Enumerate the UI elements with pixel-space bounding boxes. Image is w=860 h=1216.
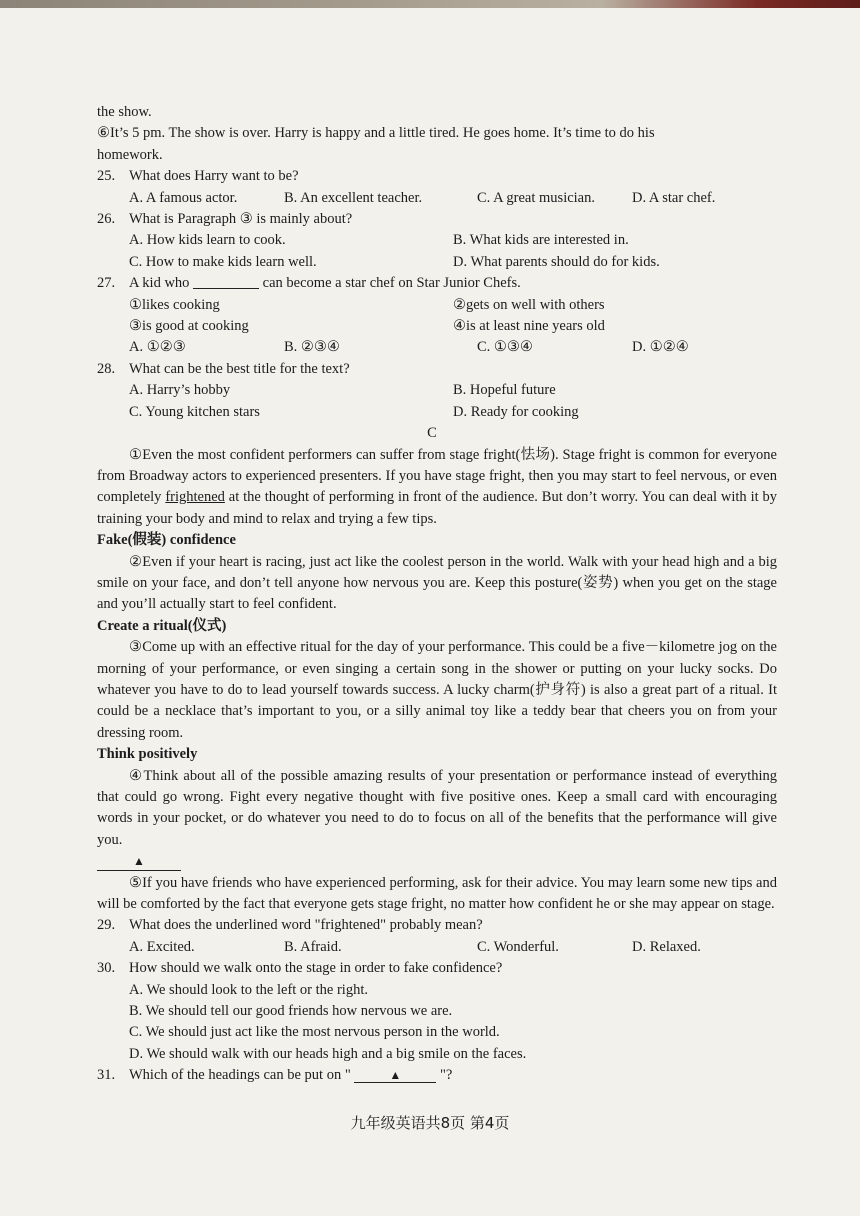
question-27 <box>97 273 777 294</box>
option-c[interactable]: C. Wonderful. <box>477 938 559 955</box>
question-stem-start: Which of the headings can be put on " <box>129 1067 351 1084</box>
question-30-option-c-row <box>97 1022 777 1043</box>
option-b[interactable]: B. ②③④ <box>284 339 340 356</box>
heading-think-positively: Think positively <box>97 746 198 763</box>
passage-c-paragraph-4: ④Think about all of the possible amazing results of your presentation or performance instead of everything that could go wrong. Fight every negative thought with five positive ones. Keep a small card with encouraging words in your pocket, or do whatever you need to do to focus on all of the benefits that the performance will give you. <box>97 767 777 848</box>
option-a[interactable]: A. A famous actor. <box>129 189 238 206</box>
question-26-options-row-1 <box>97 230 777 251</box>
question-29-options <box>97 937 777 958</box>
question-28-options-row-2 <box>97 402 777 423</box>
question-stem: What does the underlined word "frightened" probably mean? <box>129 917 483 934</box>
question-30-option-b-row <box>97 1001 777 1022</box>
question-30 <box>97 958 777 979</box>
passage-c-paragraph-1 <box>97 445 777 531</box>
question-26 <box>97 209 777 230</box>
question-number: 25. <box>97 168 116 185</box>
question-number: 26. <box>97 211 116 228</box>
option-a[interactable]: A. ①②③ <box>129 339 186 356</box>
item-2: ②gets on well with others <box>453 296 605 313</box>
page-footer: 九年级英语共8页 第4页 <box>350 1114 510 1132</box>
question-30-option-d-row <box>97 1044 777 1065</box>
option-d[interactable]: D. We should walk with our heads high and a big smile on the faces. <box>129 1045 527 1062</box>
question-number: 30. <box>97 960 116 977</box>
question-25 <box>97 166 777 187</box>
question-stem: What can be the best title for the text? <box>129 360 350 377</box>
paragraph-6-line-1: ⑥It’s 5 pm. The show is over. Harry is happy and a little tired. He goes home. It’s time to do his <box>97 125 655 142</box>
option-c[interactable]: C. We should just act like the most nervous person in the world. <box>129 1024 500 1041</box>
option-d[interactable]: D. Relaxed. <box>632 938 701 955</box>
item-4: ④is at least nine years old <box>453 318 605 335</box>
option-d[interactable]: D. What parents should do for kids. <box>453 253 660 270</box>
option-d[interactable]: D. ①②④ <box>632 339 689 356</box>
option-a[interactable]: A. How kids learn to cook. <box>129 232 286 249</box>
section-c-heading: C <box>427 425 437 442</box>
question-stem: How should we walk onto the stage in order to fake confidence? <box>129 960 503 977</box>
answer-blank <box>193 274 259 289</box>
question-29 <box>97 915 777 936</box>
question-26-options-row-2 <box>97 252 777 273</box>
triangle-blank-mark: ▲ <box>97 854 181 871</box>
option-c[interactable]: C. How to make kids learn well. <box>129 253 317 270</box>
question-number: 27. <box>97 275 116 292</box>
option-c[interactable]: C. A great musician. <box>477 189 595 206</box>
item-1: ①likes cooking <box>129 296 220 313</box>
scan-top-edge <box>0 0 860 8</box>
question-27-items-row-2 <box>97 316 777 337</box>
question-28-options-row-1 <box>97 380 777 401</box>
question-25-options <box>97 188 777 209</box>
passage-c-paragraph-2: ②Even if your heart is racing, just act like the coolest person in the world. Walk with your head high and a big smile on your face, and don’t tell anyone how nervous you are. Keep this posture(姿势) when you get on the stage and you’ll actually start to feel confident. <box>97 553 777 613</box>
option-b[interactable]: B. Hopeful future <box>453 382 556 399</box>
question-27-options <box>97 337 777 358</box>
question-31 <box>97 1065 777 1086</box>
passage-c-paragraph-3: ③Come up with an effective ritual for the day of your performance. This could be a five－kilometre jog on the morning of your performance, or even singing a certain song in the shower or putting on your lucky socks. Do whatever you have to do to lead yourself towards success. A lucky charm(护身符) is also a great part of a ritual. It could be a necklace that’s important to you, or a silly animal toy like a teddy bear that cheers you on from your dressing room. <box>97 639 777 741</box>
heading-create-ritual: Create a ritual(仪式) <box>97 617 227 634</box>
exam-page <box>97 102 777 1087</box>
option-a[interactable]: A. Harry’s hobby <box>129 382 231 399</box>
question-stem-end: can become a star chef on Star Junior Chefs. <box>262 275 521 292</box>
paragraph-1-text-a: ①Even the most confident performers can suffer from stage fright(怯场). Stage fright is common for everyone from Broadway actors to experienced presenters. If you have stage fright, then you may start to feel nervous, or even completely <box>97 446 777 506</box>
heading-blank <box>97 851 777 872</box>
question-stem: What does Harry want to be? <box>129 168 299 185</box>
previous-paragraph-tail: the show. <box>97 104 152 120</box>
item-3: ③is good at cooking <box>129 318 249 335</box>
option-c[interactable]: C. ①③④ <box>477 339 533 356</box>
question-stem-end: "? <box>440 1067 453 1084</box>
question-stem-start: A kid who <box>129 275 190 292</box>
option-b[interactable]: B. An excellent teacher. <box>284 189 423 206</box>
option-b[interactable]: B. What kids are interested in. <box>453 232 629 249</box>
option-a[interactable]: A. We should look to the left or the right. <box>129 981 368 998</box>
question-30-option-a-row <box>97 980 777 1001</box>
question-number: 28. <box>97 360 116 377</box>
option-b[interactable]: B. We should tell our good friends how nervous we are. <box>129 1003 453 1020</box>
underlined-word-frightened: frightened <box>165 489 225 506</box>
option-d[interactable]: D. Ready for cooking <box>453 403 579 420</box>
question-27-items-row-1 <box>97 295 777 316</box>
option-d[interactable]: D. A star chef. <box>632 189 716 206</box>
heading-fake-confidence: Fake(假装) confidence <box>97 532 236 549</box>
question-number: 29. <box>97 917 116 934</box>
paragraph-6-line-2: homework. <box>97 146 163 163</box>
option-a[interactable]: A. Excited. <box>129 938 195 955</box>
triangle-blank-mark: ▲ <box>354 1068 436 1083</box>
option-c[interactable]: C. Young kitchen stars <box>129 403 260 420</box>
option-b[interactable]: B. Afraid. <box>284 938 342 955</box>
passage-c-paragraph-5: ⑤If you have friends who have experienced performing, ask for their advice. You may learn some new tips and will be comforted by the fact that everyone gets stage fright, no matter how confident he or she may appear on stage. <box>97 874 777 913</box>
paragraph-1-text-b: at the thought of performing in front of the audience. But don’t worry. You can deal with it by training your body and mind to relax and trying a few tips. <box>97 489 777 527</box>
question-28 <box>97 359 777 380</box>
question-stem: What is Paragraph ③ is mainly about? <box>129 211 353 228</box>
question-number: 31. <box>97 1067 116 1084</box>
